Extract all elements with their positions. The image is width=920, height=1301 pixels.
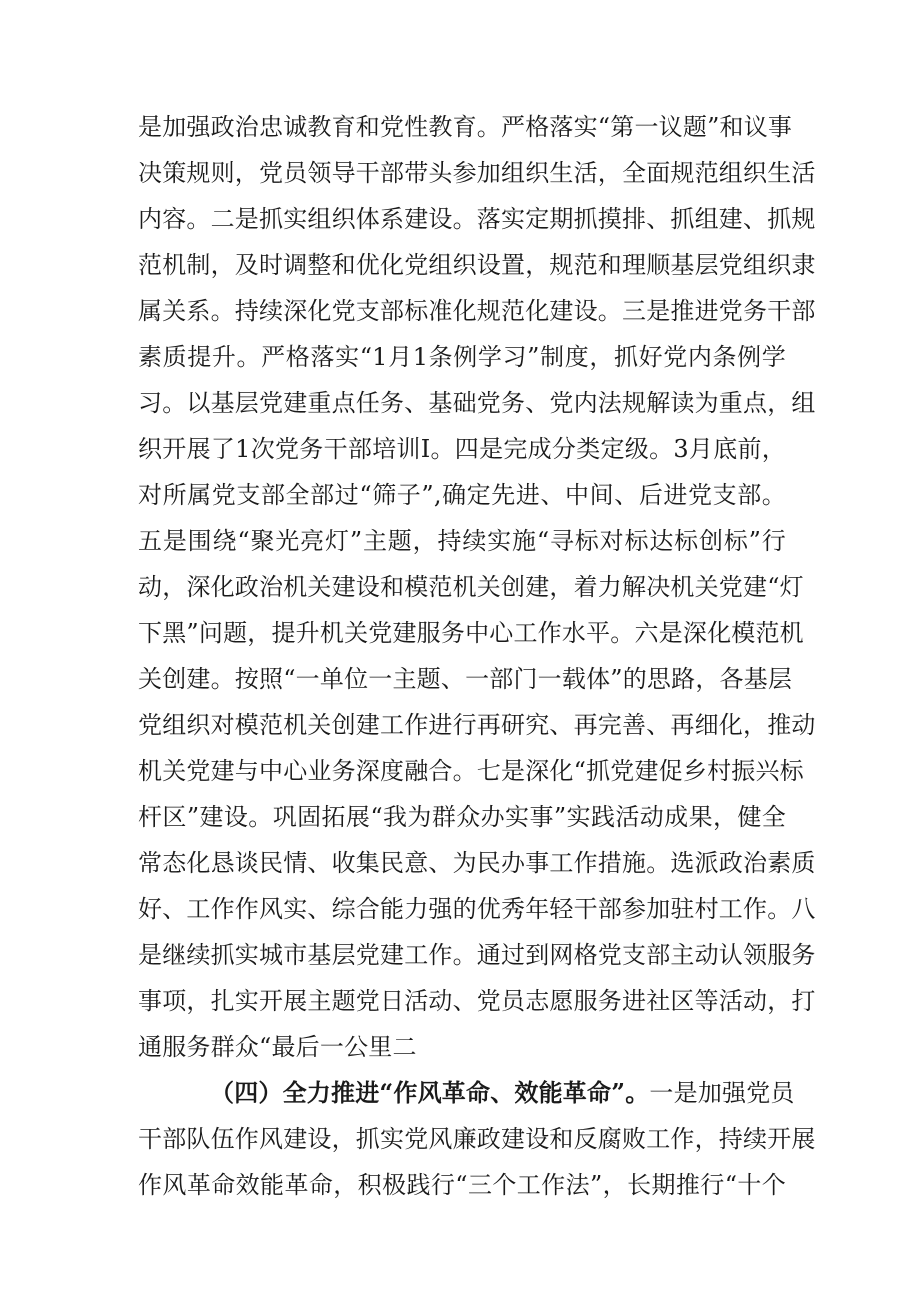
text-line: 通服务群众“最后一公里二: [138, 1033, 417, 1061]
heading-line-rest: 一是加强党员: [649, 1079, 795, 1107]
text-line: 事项，扎实开展主题党日活动、党员志愿服务进社区等活动，打: [138, 987, 816, 1015]
text-line: [138, 1070, 795, 1116]
text-line: 杆区”建设。巩固拓展“我为群众办实事”实践活动成果，健全: [138, 803, 786, 831]
text-line: 关创建。按照“一单位一主题、一部门一载体”的思路，各基层: [138, 665, 793, 693]
text-line: 素质提升。严格落实“1月1条例学习”制度，抓好党内条例学: [138, 343, 786, 371]
text-line: 决策规则，党员领导干部带头参加组织生活，全面规范组织生活: [138, 159, 816, 187]
text-line: 党组织对模范机关创建工作进行再研究、再完善、再细化，推动: [138, 711, 816, 739]
text-line: 习。以基层党建重点任务、基础党务、党内法规解读为重点，组: [138, 389, 816, 417]
text-line: 内容。二是抓实组织体系建设。落实定期抓摸排、抓组建、抓规: [138, 205, 816, 233]
section-heading: （四）全力推进“作风革命、效能革命”。: [210, 1078, 650, 1107]
body-text: [138, 104, 816, 1208]
text-line: 范机制，及时调整和优化党组织设置，规范和理顺基层党组织隶: [138, 251, 816, 279]
text-line: 对所属党支部全部过“筛子”,确定先进、中间、后进党支部。: [138, 481, 786, 509]
text-line: 常态化恳谈民情、收集民意、为民办事工作措施。选派政治素质: [138, 849, 816, 877]
text-line: 好、工作作风实、综合能力强的优秀年轻干部参加驻村工作。八: [138, 895, 816, 923]
paragraph-1: [138, 104, 816, 1070]
text-line: 动，深化政治机关建设和模范机关创建，着力解决机关党建“灯: [138, 573, 804, 601]
text-line: 干部队伍作风建设，抓实党风廉政建设和反腐败工作，持续开展: [138, 1125, 816, 1153]
text-line: 是加强政治忠诚教育和党性教育。严格落实“第一议题”和议事: [138, 113, 793, 141]
text-line: 下黑”问题，提升机关党建服务中心工作水平。六是深化模范机: [138, 619, 804, 647]
text-line: 机关党建与中心业务深度融合。七是深化“抓党建促乡村振兴标: [138, 757, 804, 785]
text-line: 是继续抓实城市基层党建工作。通过到网格党支部主动认领服务: [138, 941, 816, 969]
text-line: 五是围绕“聚光亮灯”主题，持续实施“寻标对标达标创标”行: [138, 527, 786, 555]
text-line: 属关系。持续深化党支部标准化规范化建设。三是推进党务干部: [138, 297, 816, 325]
text-line: 织开展了1次党务干部培训I。四是完成分类定级。3月底前，: [138, 435, 786, 463]
paragraph-2: [138, 1070, 816, 1208]
text-line: 作风革命效能革命，积极践行“三个工作法”，长期推行“十个: [138, 1171, 786, 1199]
